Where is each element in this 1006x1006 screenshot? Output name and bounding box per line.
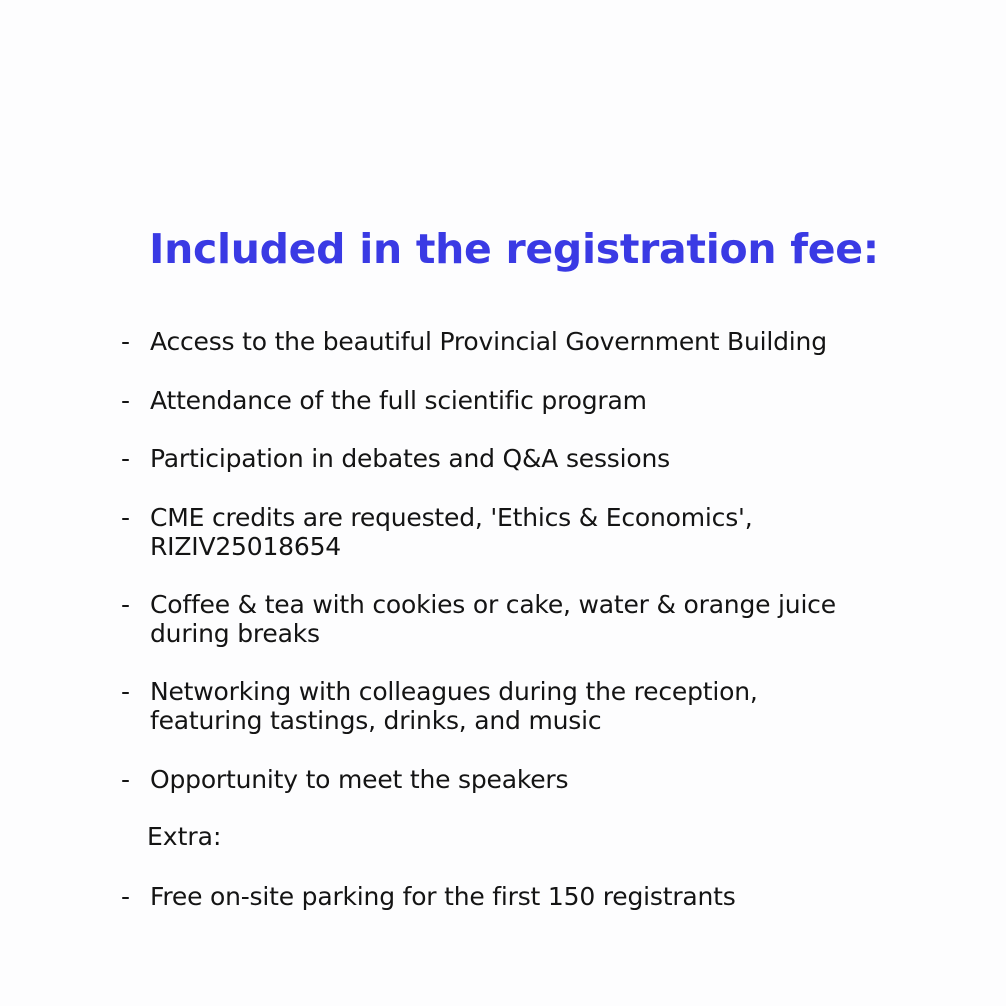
list-item: [121, 444, 921, 473]
list-item-line: CME credits are requested, 'Ethics & Economics',: [150, 503, 753, 532]
page-title: Included in the registration fee:: [149, 225, 879, 273]
list-item: [121, 503, 921, 561]
list-item: [121, 386, 921, 415]
bullet-dash: -: [121, 386, 130, 415]
bullet-dash: -: [121, 882, 130, 911]
list-item-line: Attendance of the full scientific program: [150, 386, 647, 415]
bullet-dash: -: [121, 327, 130, 356]
list-item-line: Participation in debates and Q&A sessions: [150, 444, 670, 473]
list-item-line: Free on-site parking for the first 150 registrants: [150, 882, 736, 911]
list-item-line: Opportunity to meet the speakers: [150, 765, 569, 794]
bullet-dash: -: [121, 765, 130, 794]
bullet-dash: -: [121, 677, 130, 706]
list-item: [121, 765, 921, 794]
list-item-line: Access to the beautiful Provincial Government Building: [150, 327, 827, 356]
bullet-dash: -: [121, 503, 130, 532]
list-item: [121, 677, 921, 735]
extra-heading: Extra:: [147, 822, 222, 851]
list-item-line: featuring tastings, drinks, and music: [150, 706, 602, 735]
list-item-line: RIZIV25018654: [150, 532, 341, 561]
list-item: [121, 327, 921, 356]
list-item: [121, 590, 921, 648]
bullet-dash: -: [121, 444, 130, 473]
list-item-line: Coffee & tea with cookies or cake, water & orange juice: [150, 590, 836, 619]
list-item: [121, 882, 921, 911]
list-item-line: during breaks: [150, 619, 320, 648]
bullet-dash: -: [121, 590, 130, 619]
list-item-line: Networking with colleagues during the reception,: [150, 677, 758, 706]
